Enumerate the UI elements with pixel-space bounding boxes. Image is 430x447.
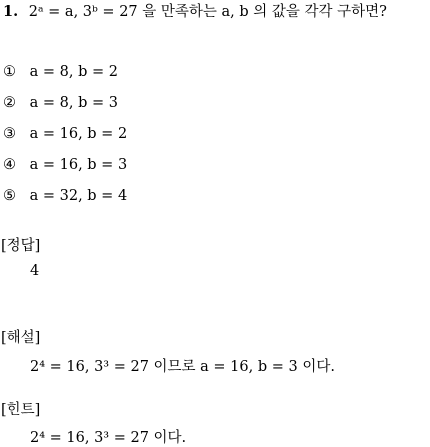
question-number: 1.: [3, 3, 19, 20]
choice-2-text: a = 8, b = 3: [29, 95, 118, 111]
choice-2[interactable]: [3, 95, 118, 111]
choice-1-text: a = 8, b = 2: [29, 64, 118, 80]
hint-label: [힌트]: [1, 402, 41, 418]
choice-4[interactable]: [3, 157, 127, 173]
hint-text: 2⁴ = 16, 3³ = 27 이다.: [30, 430, 187, 446]
question-line: [3, 0, 387, 21]
question-text: 2ᵃ = a, 3ᵇ = 27 을 만족하는 a, b 의 값을 각각 구하면?: [28, 4, 387, 20]
explanation-text: 2⁴ = 16, 3³ = 27 이므로 a = 16, b = 3 이다.: [30, 359, 335, 375]
answer-value: 4: [30, 263, 40, 279]
choice-3-number: ③: [3, 126, 16, 142]
choice-3-text: a = 16, b = 2: [29, 126, 128, 142]
choice-1[interactable]: [3, 64, 118, 80]
choice-5-text: a = 32, b = 4: [29, 188, 128, 204]
choice-2-number: ②: [3, 95, 16, 111]
choice-4-text: a = 16, b = 3: [29, 157, 128, 173]
choice-1-number: ①: [3, 64, 16, 80]
choice-5-number: ⑤: [3, 188, 16, 204]
choice-5[interactable]: [3, 188, 127, 204]
explanation-label: [해설]: [1, 330, 41, 346]
choice-4-number: ④: [3, 157, 16, 173]
answer-label: [정답]: [1, 238, 41, 254]
choice-3[interactable]: [3, 126, 127, 142]
